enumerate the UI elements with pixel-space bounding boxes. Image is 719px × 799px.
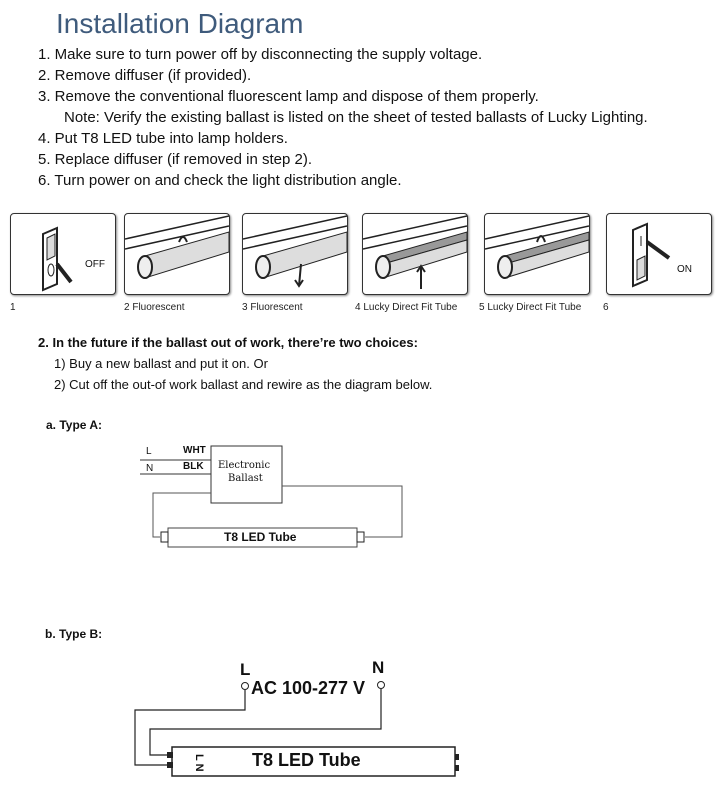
type-a-n-label: N	[146, 463, 154, 474]
ballast-line-1: Electronic	[218, 460, 271, 471]
voltage-label: AC 100-277 V	[251, 678, 366, 698]
picture-label-6: 6	[603, 302, 609, 313]
step-6: 6. Turn power on and check the light distribution angle.	[38, 172, 402, 189]
step-5: 5. Replace diffuser (if removed in step 2).	[38, 151, 313, 168]
step-3-note: Note: Verify the existing ballast is listed on the sheet of tested ballasts of Lucky Lighting.	[64, 109, 648, 126]
step-2: 2. Remove diffuser (if provided).	[38, 67, 252, 84]
on-text: ON	[677, 264, 692, 275]
picture-label-2: 2 Fluorescent	[124, 302, 185, 313]
step-1: 1. Make sure to turn power off by disconnecting the supply voltage.	[38, 46, 483, 63]
type-b-title: b. Type B:	[45, 627, 103, 641]
choice-1: 1) Buy a new ballast and put it on. Or	[54, 356, 268, 371]
type-a-tube-label: T8 LED Tube	[224, 530, 297, 544]
ballast-line-2: Ballast	[228, 473, 263, 484]
tube-pin-labels: L N	[193, 754, 205, 772]
page-title: Installation Diagram	[56, 8, 304, 39]
picture-label-3: 3 Fluorescent	[242, 302, 303, 313]
off-text: OFF	[85, 259, 105, 270]
picture-label-4: 4 Lucky Direct Fit Tube	[355, 302, 458, 313]
wht-label: WHT	[183, 445, 206, 456]
blk-label: BLK	[183, 461, 204, 472]
ballast-heading: 2. In the future if the ballast out of work, there’re two choices:	[38, 335, 418, 350]
step-3: 3. Remove the conventional fluorescent lamp and dispose of them properly.	[38, 88, 539, 105]
type-a-title: a. Type A:	[46, 418, 103, 432]
type-b-n-label: N	[372, 658, 385, 677]
picture-label-1: 1	[10, 302, 16, 313]
choice-2: 2) Cut off the out-of work ballast and rewire as the diagram below.	[54, 377, 433, 392]
type-b-tube-label: T8 LED Tube	[252, 750, 361, 770]
picture-label-5: 5 Lucky Direct Fit Tube	[479, 302, 582, 313]
type-a-l-label: L	[146, 446, 152, 457]
type-b-l-label: L	[240, 660, 251, 679]
step-4: 4. Put T8 LED tube into lamp holders.	[38, 130, 288, 147]
